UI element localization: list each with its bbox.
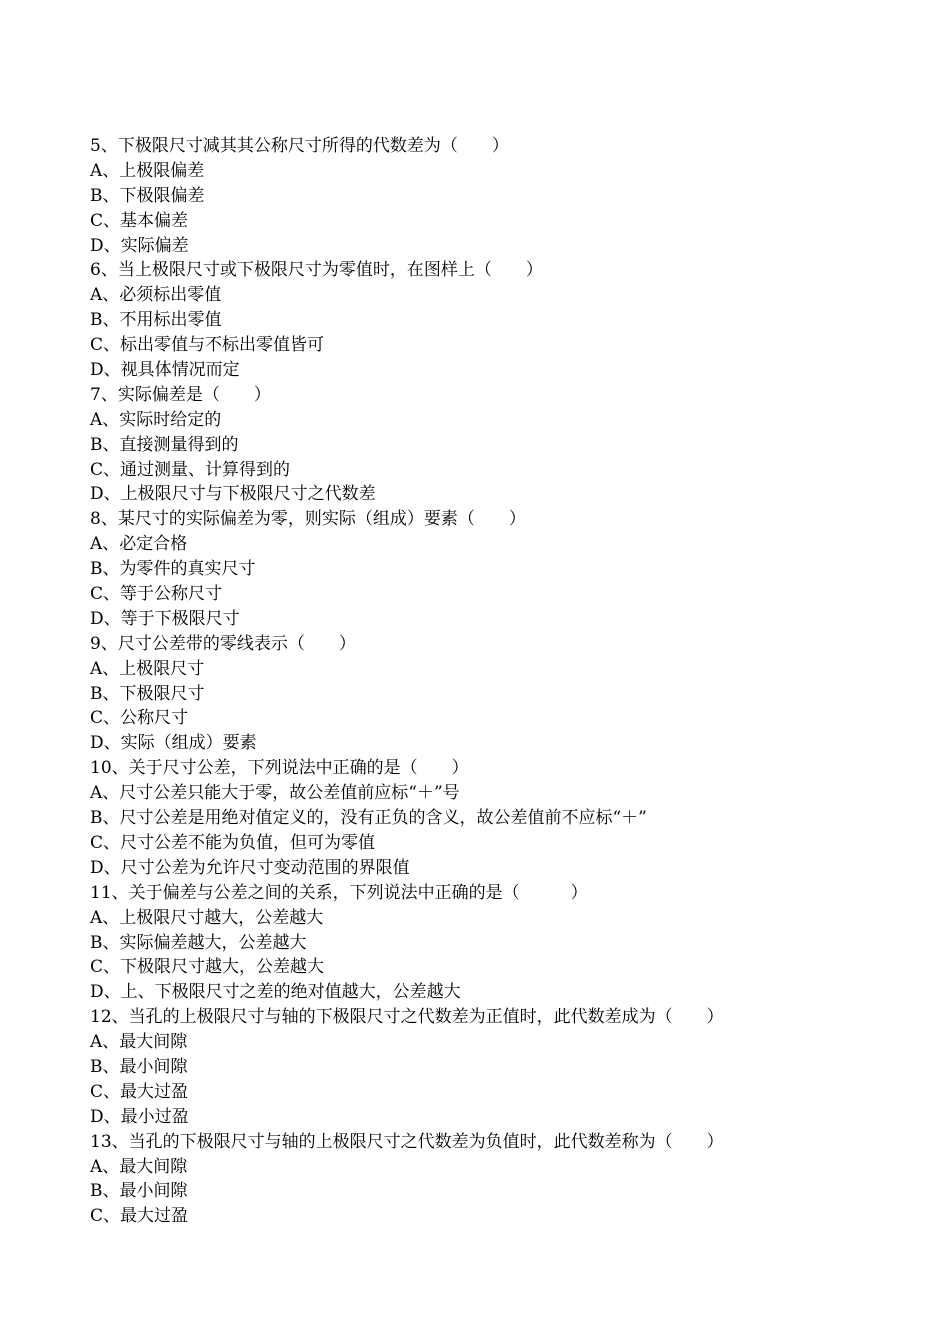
question-11-option-a: A、上极限尺寸越大，公差越大 — [90, 907, 324, 928]
question-7-option-b: B、直接测量得到的 — [90, 434, 239, 455]
question-9-option-b: B、下极限尺寸 — [90, 683, 205, 704]
question-8-option-c: C、等于公称尺寸 — [90, 584, 223, 605]
question-13-option-b: B、最小间隙 — [90, 1181, 188, 1202]
question-8-stem: 8、某尺寸的实际偏差为零，则实际（组成）要素（ ） — [90, 509, 526, 530]
question-8-option-a: A、必定合格 — [90, 534, 188, 555]
question-10-option-d: D、尺寸公差为允许尺寸变动范围的界限值 — [90, 857, 410, 878]
question-12-option-d: D、最小过盈 — [90, 1106, 189, 1127]
question-7-stem: 7、实际偏差是（ ） — [90, 384, 271, 405]
question-11-option-d: D、上、下极限尺寸之差的绝对值越大，公差越大 — [90, 982, 461, 1003]
question-12-option-a: A、最大间隙 — [90, 1032, 188, 1053]
question-6-option-d: D、视具体情况而定 — [90, 360, 240, 381]
question-9-option-d: D、实际（组成）要素 — [90, 733, 257, 754]
document-page — [90, 134, 910, 1229]
question-6-option-a: A、必须标出零值 — [90, 285, 222, 306]
question-5-stem: 5、下极限尺寸减其其公称尺寸所得的代数差为（ ） — [90, 136, 509, 156]
question-8-option-b: B、为零件的真实尺寸 — [90, 559, 256, 580]
question-5-option-b: B、下极限偏差 — [90, 185, 205, 206]
question-13-option-a: A、最大间隙 — [90, 1156, 188, 1177]
question-12-stem: 12、当孔的上极限尺寸与轴的下极限尺寸之代数差为正值时，此代数差成为（ ） — [90, 1007, 724, 1028]
question-10-option-c: C、尺寸公差不能为负值，但可为零值 — [90, 832, 376, 853]
question-6-option-c: C、标出零值与不标出零值皆可 — [90, 335, 325, 356]
question-12-option-c: C、最大过盈 — [90, 1081, 189, 1102]
question-12-option-b: B、最小间隙 — [90, 1056, 188, 1077]
question-11-option-c: C、下极限尺寸越大，公差越大 — [90, 957, 325, 978]
question-10-option-a: A、尺寸公差只能大于零，故公差值前应标“＋”号 — [90, 783, 460, 804]
question-7-option-d: D、上极限尺寸与下极限尺寸之代数差 — [90, 484, 376, 505]
question-6-stem: 6、当上极限尺寸或下极限尺寸为零值时，在图样上（ ） — [90, 260, 543, 281]
question-10-stem: 10、关于尺寸公差，下列说法中正确的是（ ） — [90, 758, 469, 779]
question-8-option-d: D、等于下极限尺寸 — [90, 608, 240, 629]
question-7-option-c: C、通过测量、计算得到的 — [90, 459, 291, 480]
question-11-stem: 11、关于偏差与公差之间的关系，下列说法中正确的是（ ） — [90, 882, 588, 903]
question-13-stem: 13、当孔的下极限尺寸与轴的上极限尺寸之代数差为负值时，此代数差称为（ ） — [90, 1131, 724, 1152]
question-11-option-b: B、实际偏差越大，公差越大 — [90, 932, 307, 953]
question-13-option-c: C、最大过盈 — [90, 1206, 189, 1227]
question-5-option-c: C、基本偏差 — [90, 210, 189, 231]
question-7-option-a: A、实际时给定的 — [90, 409, 222, 430]
question-5-option-a: A、上极限偏差 — [90, 160, 205, 181]
question-9-option-c: C、公称尺寸 — [90, 708, 189, 729]
question-6-option-b: B、不用标出零值 — [90, 310, 222, 331]
question-10-option-b: B、尺寸公差是用绝对值定义的，没有正负的含义，故公差值前不应标“＋” — [90, 808, 647, 829]
question-9-stem: 9、尺寸公差带的零线表示（ ） — [90, 633, 356, 654]
question-5-option-d: D、实际偏差 — [90, 235, 189, 256]
question-9-option-a: A、上极限尺寸 — [90, 658, 205, 679]
